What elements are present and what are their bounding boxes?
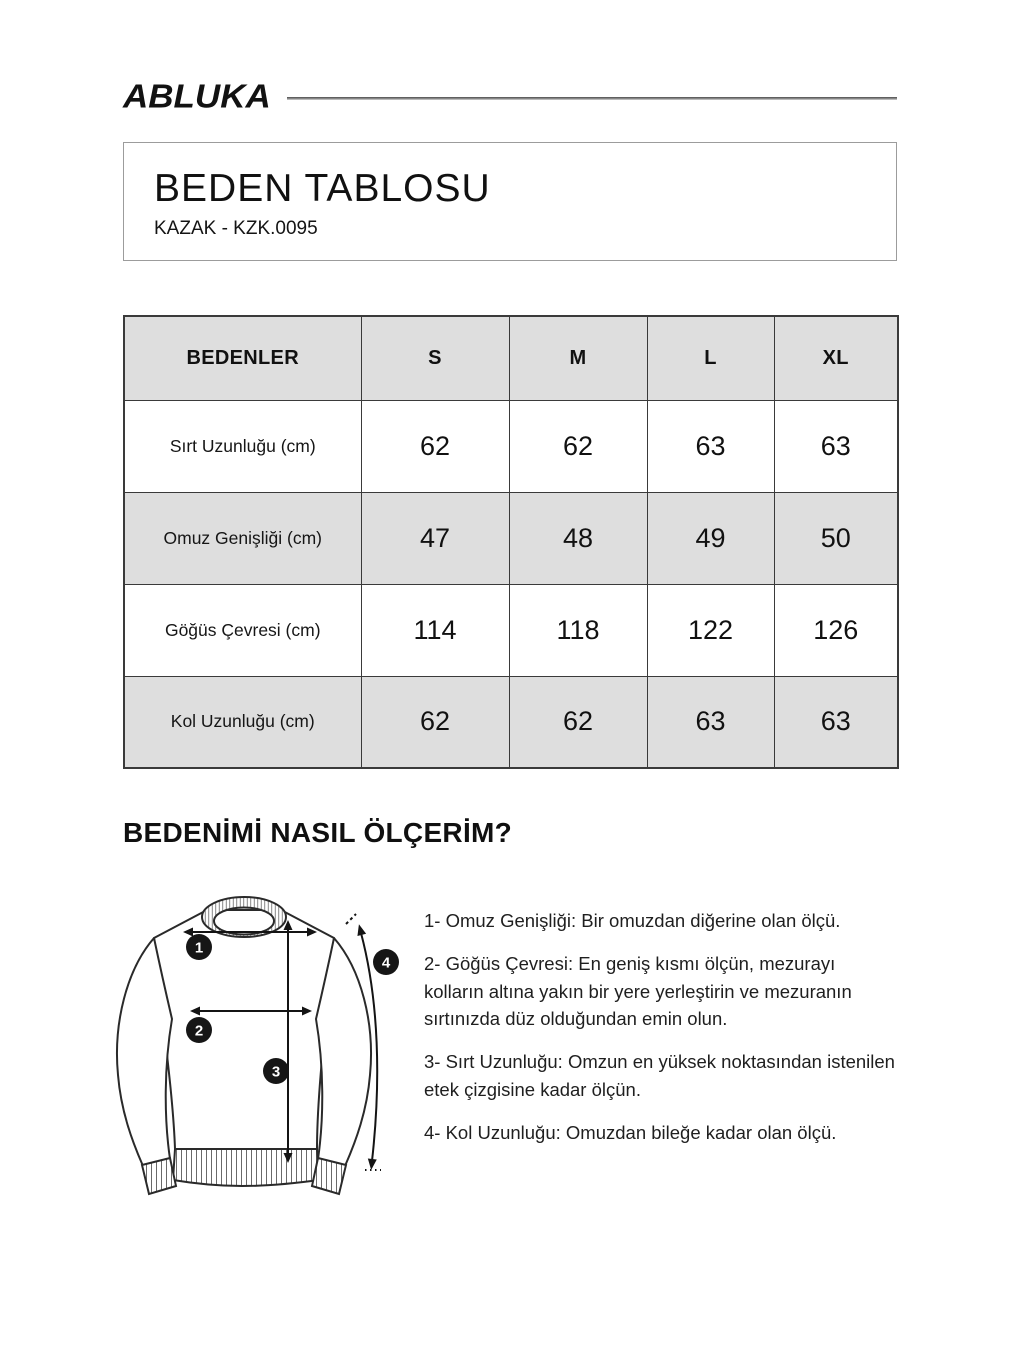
sweater-illustration	[117, 897, 371, 1194]
title-box	[123, 142, 897, 261]
page-title: BEDEN TABLOSU	[154, 167, 491, 210]
header-cell-l: L	[647, 316, 774, 400]
cell-value: 122	[647, 584, 774, 676]
header-rule	[287, 97, 897, 100]
instruction-list	[424, 881, 897, 1161]
cell-value: 48	[509, 492, 647, 584]
instruction-shoulder-width: 1- Omuz Genişliği: Bir omuzdan diğerine olan ölçü.	[424, 910, 841, 931]
header-cell-s: S	[361, 316, 509, 400]
svg-text:1: 1	[194, 939, 204, 957]
cell-value: 126	[774, 584, 898, 676]
sweater-diagram	[109, 881, 414, 1211]
table-row-shoulder-width	[124, 492, 898, 584]
svg-text:3: 3	[271, 1063, 281, 1081]
sweater-right-cuff-rib	[312, 1158, 346, 1194]
product-code: KAZAK - KZK.0095	[154, 218, 318, 239]
sweater-left-cuff-rib	[142, 1158, 176, 1194]
size-table	[123, 315, 899, 769]
header-cell-xl: XL	[774, 316, 898, 400]
sweater-hem-rib	[173, 1149, 319, 1186]
header-cell-m: M	[509, 316, 647, 400]
cell-value: 50	[774, 492, 898, 584]
cell-value: 47	[361, 492, 509, 584]
brand-header	[123, 78, 897, 116]
measure-section	[109, 881, 897, 1211]
brand-logo: ABLUKA	[123, 78, 271, 116]
cell-value: 62	[509, 400, 647, 492]
marker-2	[186, 1017, 212, 1043]
svg-text:4: 4	[381, 954, 391, 972]
header-cell-bedenler: BEDENLER	[124, 316, 361, 400]
table-row-back-length	[124, 400, 898, 492]
instruction-back-length: 3- Sırt Uzunluğu: Omzun en yüksek noktasından istenilen etek çizgisine kadar ölçün.	[424, 1051, 895, 1100]
instruction-sleeve-length: 4- Kol Uzunluğu: Omuzdan bileğe kadar olan ölçü.	[424, 1121, 837, 1143]
table-row-chest	[124, 584, 898, 676]
marker-1	[186, 934, 212, 960]
table-row-sleeve-length	[124, 676, 898, 768]
svg-text:2: 2	[194, 1022, 204, 1040]
row-label: Göğüs Çevresi (cm)	[124, 584, 361, 676]
cell-value: 62	[509, 676, 647, 768]
row-label: Omuz Genişliği (cm)	[124, 492, 361, 584]
cell-value: 49	[647, 492, 774, 584]
cell-value: 62	[361, 400, 509, 492]
row-label: Sırt Uzunluğu (cm)	[124, 400, 361, 492]
cell-value: 114	[361, 584, 509, 676]
marker-3	[263, 1058, 289, 1084]
sweater-body	[154, 910, 334, 1149]
cell-value: 63	[647, 400, 774, 492]
size-table-header-row	[124, 316, 898, 400]
cell-value: 62	[361, 676, 509, 768]
cell-value: 63	[774, 400, 898, 492]
cell-value: 63	[774, 676, 898, 768]
cell-value: 118	[509, 584, 647, 676]
instruction-chest: 2- Göğüs Çevresi: En geniş kısmı ölçün, mezurayı kolların altına yakın bir yere yerleştirin ve mezuranın sırtınızda düz olduğundan emin olun.	[424, 952, 852, 1030]
marker-4	[373, 949, 399, 975]
cell-value: 63	[647, 676, 774, 768]
row-label: Kol Uzunluğu (cm)	[124, 676, 361, 768]
measure-heading: BEDENİMİ NASIL ÖLÇERİM?	[123, 817, 513, 848]
